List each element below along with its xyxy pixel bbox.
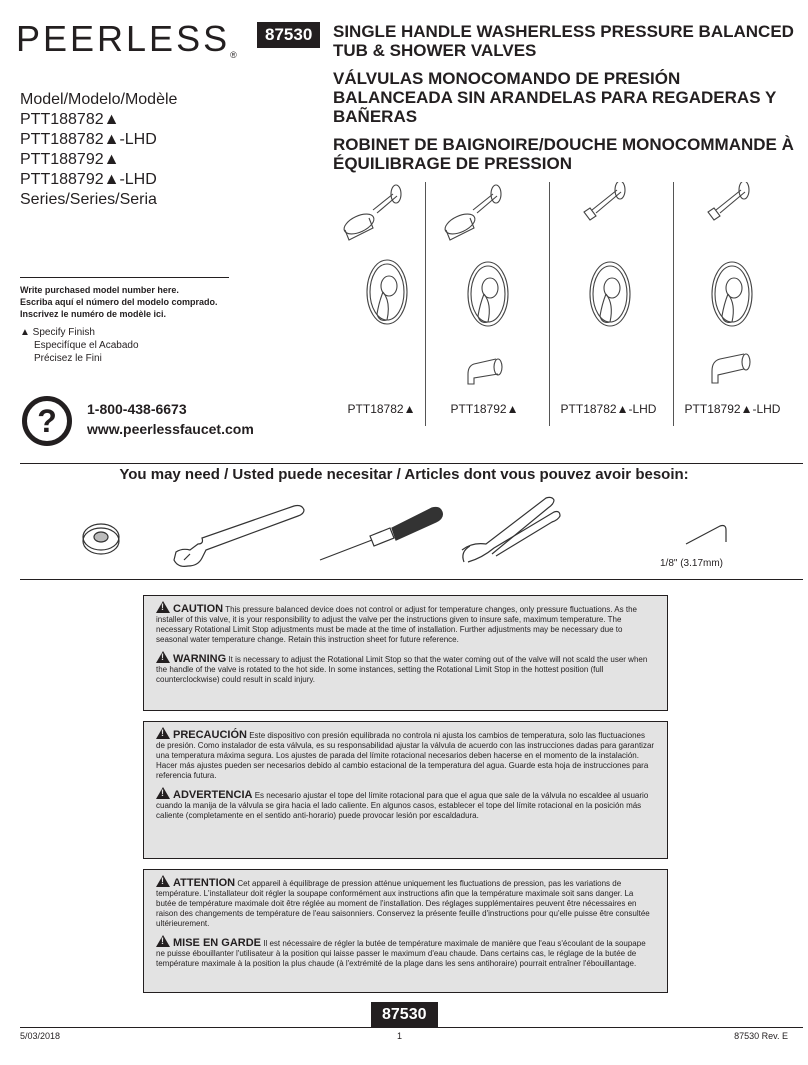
plumbers-tape-icon — [83, 524, 119, 554]
divider — [20, 1027, 803, 1028]
model-item: PTT188782▲-LHD — [20, 131, 157, 148]
warning-title: ADVERTENCIA — [173, 789, 253, 801]
divider — [20, 463, 803, 464]
warning-title: WARNING — [173, 653, 227, 665]
finish-note — [20, 326, 139, 365]
warning-triangle-icon — [156, 787, 170, 799]
revision-label: 87530 Rev. E — [734, 1031, 788, 1041]
warning-box-fr — [143, 869, 668, 993]
website-link[interactable]: www.peerlessfaucet.com — [87, 421, 254, 437]
warning-text: Il est nécessaire de régler la butée de température maximale de manière que l'eau s'écoulant de la soupape ne puisse ébouillanter l'utilisateur à la position qui laisse passer le maximum d'eau chaude. Dans certains cas, le réglage de la butée de température maximale à la position la plus chaude (à l'extrémité de la plage dans les sens antihoraire) pourrait entraîner l'ébouillantage. — [156, 939, 646, 968]
tub-arm-valve-icon — [674, 182, 791, 412]
finish-note-es: Especifíque el Acabado — [34, 340, 139, 351]
product-column — [673, 182, 790, 426]
warning-triangle-icon — [156, 875, 170, 887]
model-label: Model/Modelo/Modèle — [20, 91, 178, 108]
caution-text: Este dispositivo con presión equilibrada no controla ni ajusta los cambios de temperatura, solo las fluctuaciones de presión. Como instalador de esta válvula, es su responsabilidad ajustar la válvula de acuerdo con las instrucciones dadas para garantizar una temperatura máxima segura. Los ajustes de parada del límite rotacional necesarios deben hacerse en el momento de la instalación. Hacer más ajustes pueden ser necesarios debido al cambio estacional de la temperatura del agua. Guarde esta hoja de instrucciones para referencia futura. — [156, 731, 655, 780]
contact-info — [87, 399, 254, 439]
help-question-icon: ? — [22, 396, 72, 446]
shower-arm-valve-icon — [550, 182, 667, 412]
caution-title: PRECAUCIÓN — [173, 729, 247, 741]
hex-key-icon — [686, 526, 726, 545]
title-es: VÁLVULAS MONOCOMANDO DE PRESIÓN BALANCEADA SIN ARANDELAS PARA REGADERAS Y BAÑERAS — [333, 69, 776, 126]
product-label: PTT18782▲-LHD — [560, 402, 657, 416]
warning-triangle-icon — [156, 601, 170, 613]
title-en: SINGLE HANDLE WASHERLESS PRESSURE BALANCED TUB & SHOWER VALVES — [333, 22, 794, 60]
warning-triangle-icon — [156, 727, 170, 739]
caution-text: This pressure balanced device does not control or adjust for temperature changes, only pressure fluctuations. As the installer of this valve, it is your responsibility to adjust the valve per the instructions given to insure safe, maximum temperature. The necessary Rotational Limit Stop adjustments must be made at the time of installation. Further adjustments may be necessary due to seasonal water temperature change. Retain this instruction sheet for future reference. — [156, 605, 637, 644]
caution-title: CAUTION — [173, 603, 224, 615]
model-item: PTT188792▲-LHD — [20, 171, 157, 188]
shower-valve-icon — [323, 182, 440, 412]
pliers-icon — [462, 497, 560, 562]
warning-triangle-icon — [156, 651, 170, 663]
warning-triangle-icon — [156, 935, 170, 947]
model-list — [20, 90, 177, 210]
product-label: PTT18792▲-LHD — [684, 402, 781, 416]
caution-text: Cet appareil à équilibrage de pression atténue uniquement les fluctuations de pression, pas les variations de température. L'installateur doit régler la soupape conformément aux instructions afin que la température maximale soit sans danger. La butée de température maximale doit être réglée au moment de l'installation. Des réglages supplémentaires peuvent être nécessaires en raison des changements de température de l'eau saisonniers. Conservez la présente feuille d'instructions pour qu'elle puisse être consultée ultérieurement. — [156, 879, 650, 928]
caution-title: ATTENTION — [173, 877, 236, 889]
warning-text: Es necesario ajustar el tope del límite rotacional para que el agua que sale de la válvula no escaldee al usuario cuando la manija de la válvula se gira hacia el lado caliente. En algunos casos, establecer el tope del límite rotacional en la posición más caliente (completamente en el sentido anti-horario) puede provocar lesión por escaldadura. — [156, 791, 649, 820]
page-number: 1 — [397, 1031, 403, 1041]
footer-date: 5/03/2018 — [20, 1031, 61, 1041]
brand-name: PEERLESS — [16, 18, 231, 59]
adjustable-wrench-icon — [174, 506, 304, 567]
phillips-screwdriver-icon — [320, 508, 442, 561]
model-item: PTT188792▲ — [20, 151, 120, 168]
model-number-write-line[interactable] — [20, 277, 229, 278]
purchase-note-fr: Inscrivez le numéro de modèle ici. — [20, 309, 167, 319]
product-column — [549, 182, 666, 426]
title-fr: ROBINET DE BAIGNOIRE/DOUCHE MONOCOMMANDE À ÉQUILIBRAGE DE PRESSION — [333, 135, 794, 173]
warning-text: It is necessary to adjust the Rotational Limit Stop so that the water coming out of the valve will not scald the user when the handle of the valve is rotated to the hot side. In some instances, setting the Rotational Limit Stop in the hottest position (full counterclockwise) could result in scald injury. — [156, 655, 648, 684]
footer-part-badge: 87530 — [371, 1002, 438, 1028]
document-titles — [333, 22, 803, 182]
product-grid — [323, 182, 793, 426]
phone-number[interactable]: 1-800-438-6673 — [87, 401, 187, 417]
model-item: PTT188782▲ — [20, 111, 120, 128]
warning-box-en — [143, 595, 668, 711]
warning-box-es — [143, 721, 668, 859]
hex-key-size: 1/8" (3.17mm) — [660, 558, 724, 569]
tub-shower-valve-icon — [426, 182, 543, 412]
tools-heading: You may need / Usted puede necesitar / Articles dont vous pouvez avoir besoin: — [119, 466, 689, 483]
brand-logo — [16, 18, 237, 60]
registered-mark: ® — [230, 50, 237, 60]
part-number-badge: 87530 — [257, 22, 320, 48]
divider — [20, 579, 803, 580]
product-column — [425, 182, 542, 426]
purchase-note-es: Escriba aquí el número del modelo comprado. — [20, 297, 218, 307]
warning-title: MISE EN GARDE — [173, 937, 262, 949]
finish-note-en: ▲ Specify Finish — [20, 327, 95, 338]
purchase-note-en: Write purchased model number here. — [20, 285, 179, 295]
series-label: Series/Series/Seria — [20, 191, 157, 208]
product-column — [323, 182, 440, 426]
finish-note-fr: Précisez le Fini — [34, 353, 102, 364]
product-label: PTT18792▲ — [450, 402, 519, 416]
purchase-note — [20, 284, 218, 320]
product-label: PTT18782▲ — [347, 402, 416, 416]
